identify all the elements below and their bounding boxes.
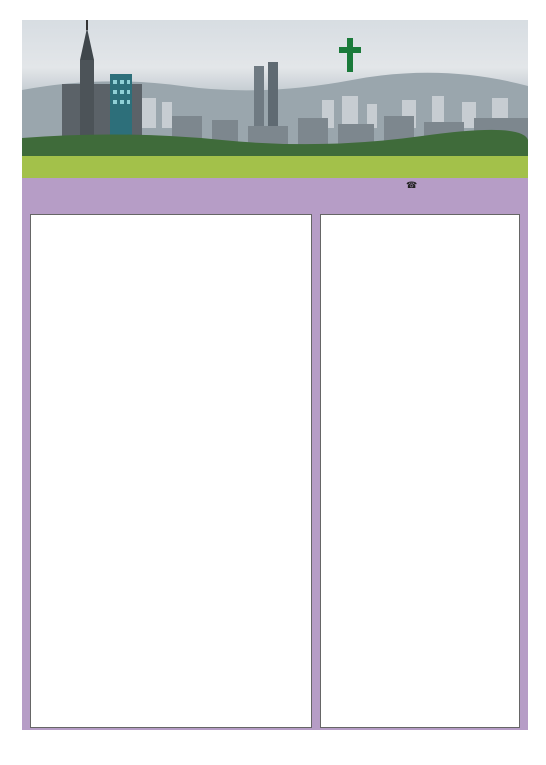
header-photo [22, 20, 528, 156]
phone-icon: ☎ [406, 181, 418, 191]
annual-theme-band [22, 156, 528, 178]
church-logo [339, 32, 514, 87]
scripture-panel [320, 214, 520, 728]
church-phone [406, 178, 420, 194]
order-of-worship-panel [30, 214, 312, 728]
cross-icon [339, 38, 361, 72]
church-info-strip [22, 178, 528, 194]
